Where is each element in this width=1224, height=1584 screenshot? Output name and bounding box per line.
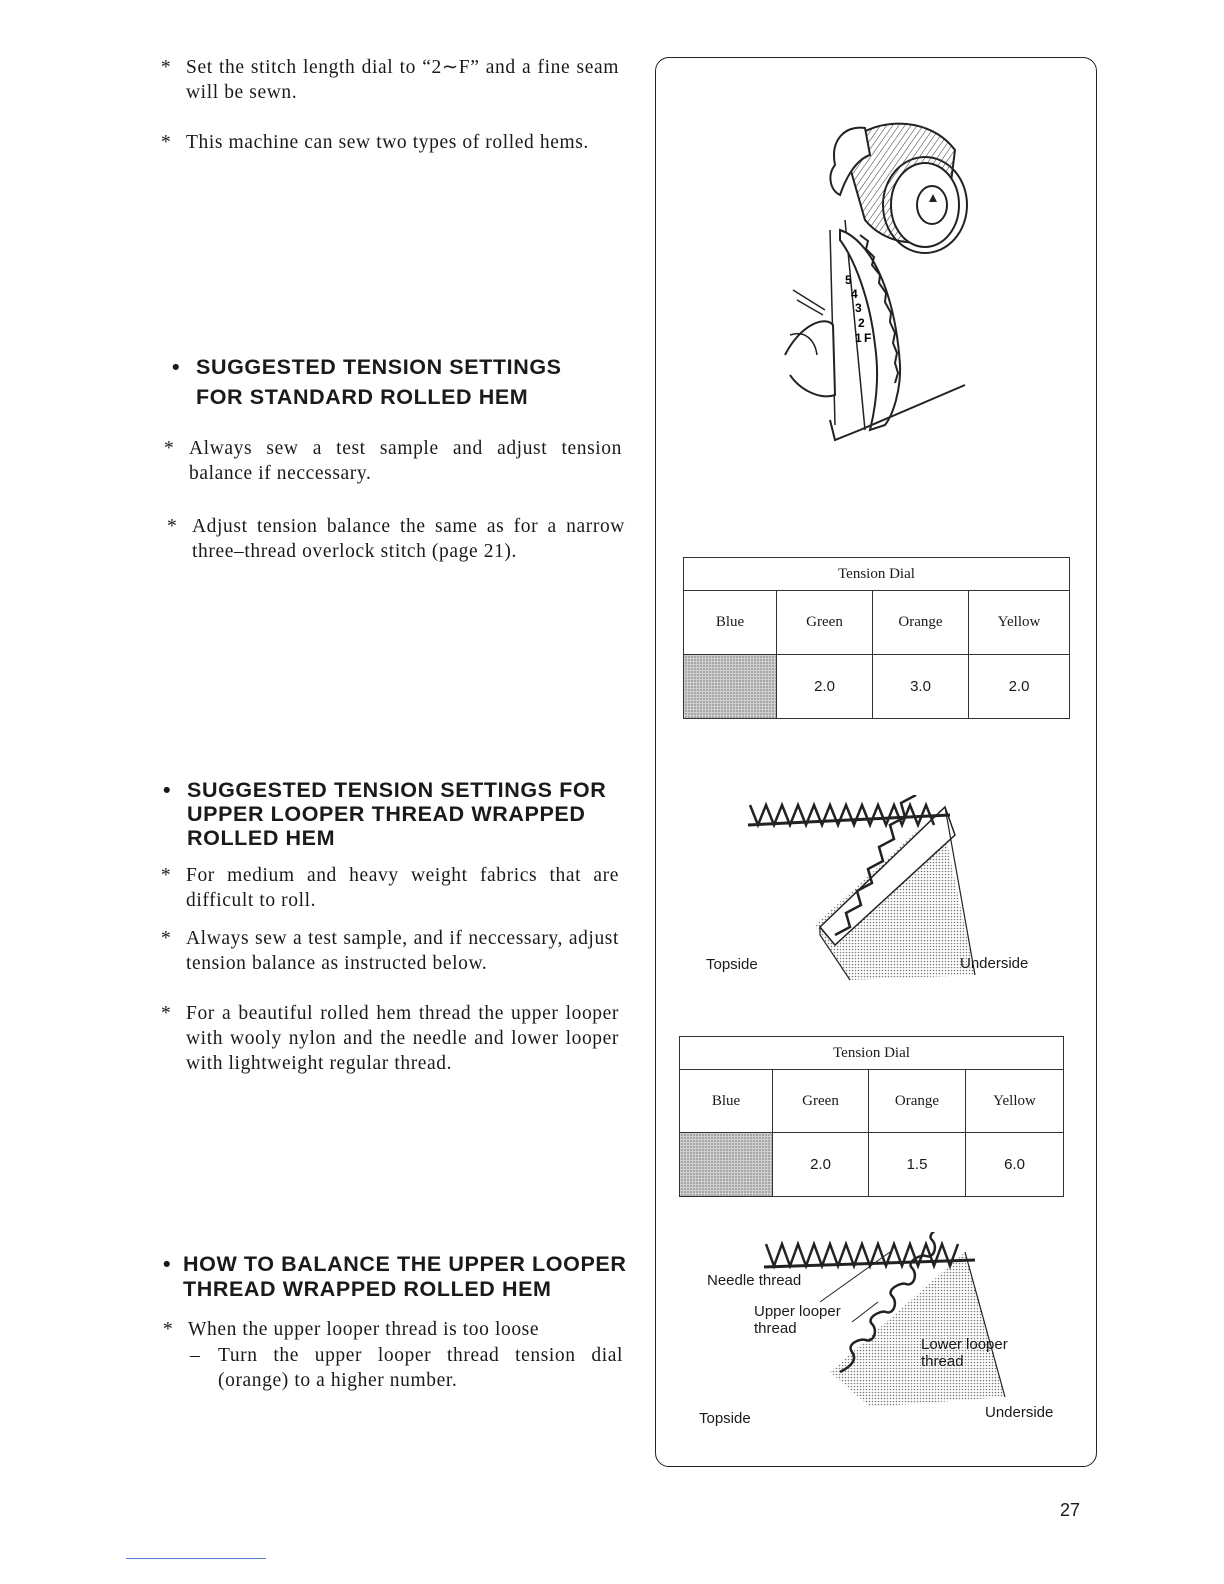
table1-value-orange: 3.0 (873, 655, 969, 719)
table2-value-yellow: 6.0 (966, 1133, 1064, 1197)
section2-paragraph-3 (161, 1001, 619, 1076)
intro-paragraph-1 (161, 55, 619, 105)
table2-value-blue (680, 1133, 773, 1197)
dial-mark-3: 3 (855, 301, 862, 315)
figure2-upper-looper-line1: Upper looper (754, 1303, 841, 1320)
table1-header-blue: Blue (684, 591, 777, 655)
bullet-asterisk: * (161, 57, 172, 78)
figure1-underside-label: Underside (960, 955, 1029, 972)
intro-text-1: Set the stitch length dial to “2∼F” and a fine seam will be sewn. (186, 57, 619, 103)
section2-paragraph-1 (161, 863, 619, 913)
bullet-dot: • (163, 1252, 172, 1276)
section2-heading-line1: SUGGESTED TENSION SETTINGS FOR (187, 778, 607, 802)
bullet-asterisk: * (164, 438, 175, 459)
section2-text-3: For a beautiful rolled hem thread the upper looper with wooly nylon and the needle and lower looper with lightweight regular thread. (186, 1003, 619, 1074)
table1-value-blue (684, 655, 777, 719)
dial-mark-2: 2 (858, 316, 865, 330)
section2-heading (163, 778, 617, 850)
section3-subparagraph (190, 1343, 623, 1393)
figure2-topside-label: Topside (699, 1410, 751, 1427)
table1-header-green: Green (777, 591, 873, 655)
table1-value-green: 2.0 (777, 655, 873, 719)
table2-value-green: 2.0 (773, 1133, 869, 1197)
table1-header-yellow: Yellow (969, 591, 1070, 655)
page-number: 27 (1059, 1500, 1080, 1520)
figure2-needle-thread-label: Needle thread (707, 1272, 802, 1289)
section2-text-1: For medium and heavy weight fabrics that are difficult to roll. (186, 865, 619, 911)
intro-text-2: This machine can sew two types of rolled hems. (186, 132, 589, 153)
table1-header-orange: Orange (873, 591, 969, 655)
table1-title: Tension Dial (684, 558, 1070, 591)
dash-marker: – (190, 1345, 201, 1366)
dial-mark-1: 1 (855, 331, 862, 345)
tension-table-standard (683, 557, 1070, 719)
bullet-asterisk: * (161, 928, 172, 949)
bullet-asterisk: * (161, 1003, 172, 1024)
bullet-asterisk: * (163, 1319, 174, 1340)
figure2-upper-looper-line2: thread (754, 1320, 797, 1337)
bullet-asterisk: * (161, 865, 172, 886)
section1-heading (172, 355, 616, 410)
table2-header-yellow: Yellow (966, 1070, 1064, 1133)
section3-text-1: When the upper looper thread is too loose (188, 1319, 540, 1340)
section3-subtext: Turn the upper looper thread tension dial (orange) to a higher number. (218, 1345, 623, 1391)
dial-mark-4: 4 (851, 287, 858, 301)
table1-value-yellow: 2.0 (969, 655, 1070, 719)
table2-header-orange: Orange (869, 1070, 966, 1133)
section1-heading-line1: SUGGESTED TENSION SETTINGS (196, 355, 562, 379)
section1-heading-line2: FOR STANDARD ROLLED HEM (196, 385, 529, 409)
section1-text-2: Adjust tension balance the same as for a narrow three–thread overlock stitch (page 21). (192, 516, 625, 562)
figure1-topside-label: Topside (706, 956, 758, 973)
footer-line (126, 1558, 266, 1559)
table2-header-blue: Blue (680, 1070, 773, 1133)
bullet-dot: • (172, 355, 181, 379)
section2-heading-line3: ROLLED HEM (187, 826, 336, 850)
section3-heading-line2: THREAD WRAPPED ROLLED HEM (183, 1277, 552, 1301)
section1-text-1: Always sew a test sample and adjust tension balance if neccessary. (189, 438, 622, 484)
section2-paragraph-2 (161, 926, 619, 976)
table2-header-green: Green (773, 1070, 869, 1133)
table2-title: Tension Dial (680, 1037, 1064, 1070)
section3-paragraph-1 (163, 1317, 628, 1342)
tension-table-wrapped (679, 1036, 1064, 1197)
dial-mark-5: 5 (845, 273, 852, 287)
section3-heading (163, 1252, 633, 1302)
figure2-lower-looper-line1: Lower looper (921, 1336, 1008, 1353)
section2-text-2: Always sew a test sample, and if neccessary, adjust tension balance as instructed below. (186, 928, 619, 974)
dial-mark-f: F (864, 331, 872, 345)
section2-heading-line2: UPPER LOOPER THREAD WRAPPED (187, 802, 586, 826)
rolled-hem-figure-1 (740, 795, 980, 985)
section1-paragraph-1 (164, 436, 622, 486)
bullet-asterisk: * (161, 132, 172, 153)
section3-heading-line1: HOW TO BALANCE THE UPPER LOOPER (183, 1252, 627, 1276)
section1-paragraph-2 (167, 514, 625, 564)
figure2-underside-label: Underside (985, 1404, 1054, 1421)
bullet-dot: • (163, 778, 172, 802)
figure2-upper-looper-label (754, 1303, 841, 1337)
bullet-asterisk: * (167, 516, 178, 537)
stitch-length-dial-illustration (775, 110, 975, 455)
figure2-lower-looper-label (921, 1336, 1008, 1370)
figure2-lower-looper-line2: thread (921, 1353, 964, 1370)
intro-paragraph-2 (161, 130, 619, 155)
table2-value-orange: 1.5 (869, 1133, 966, 1197)
